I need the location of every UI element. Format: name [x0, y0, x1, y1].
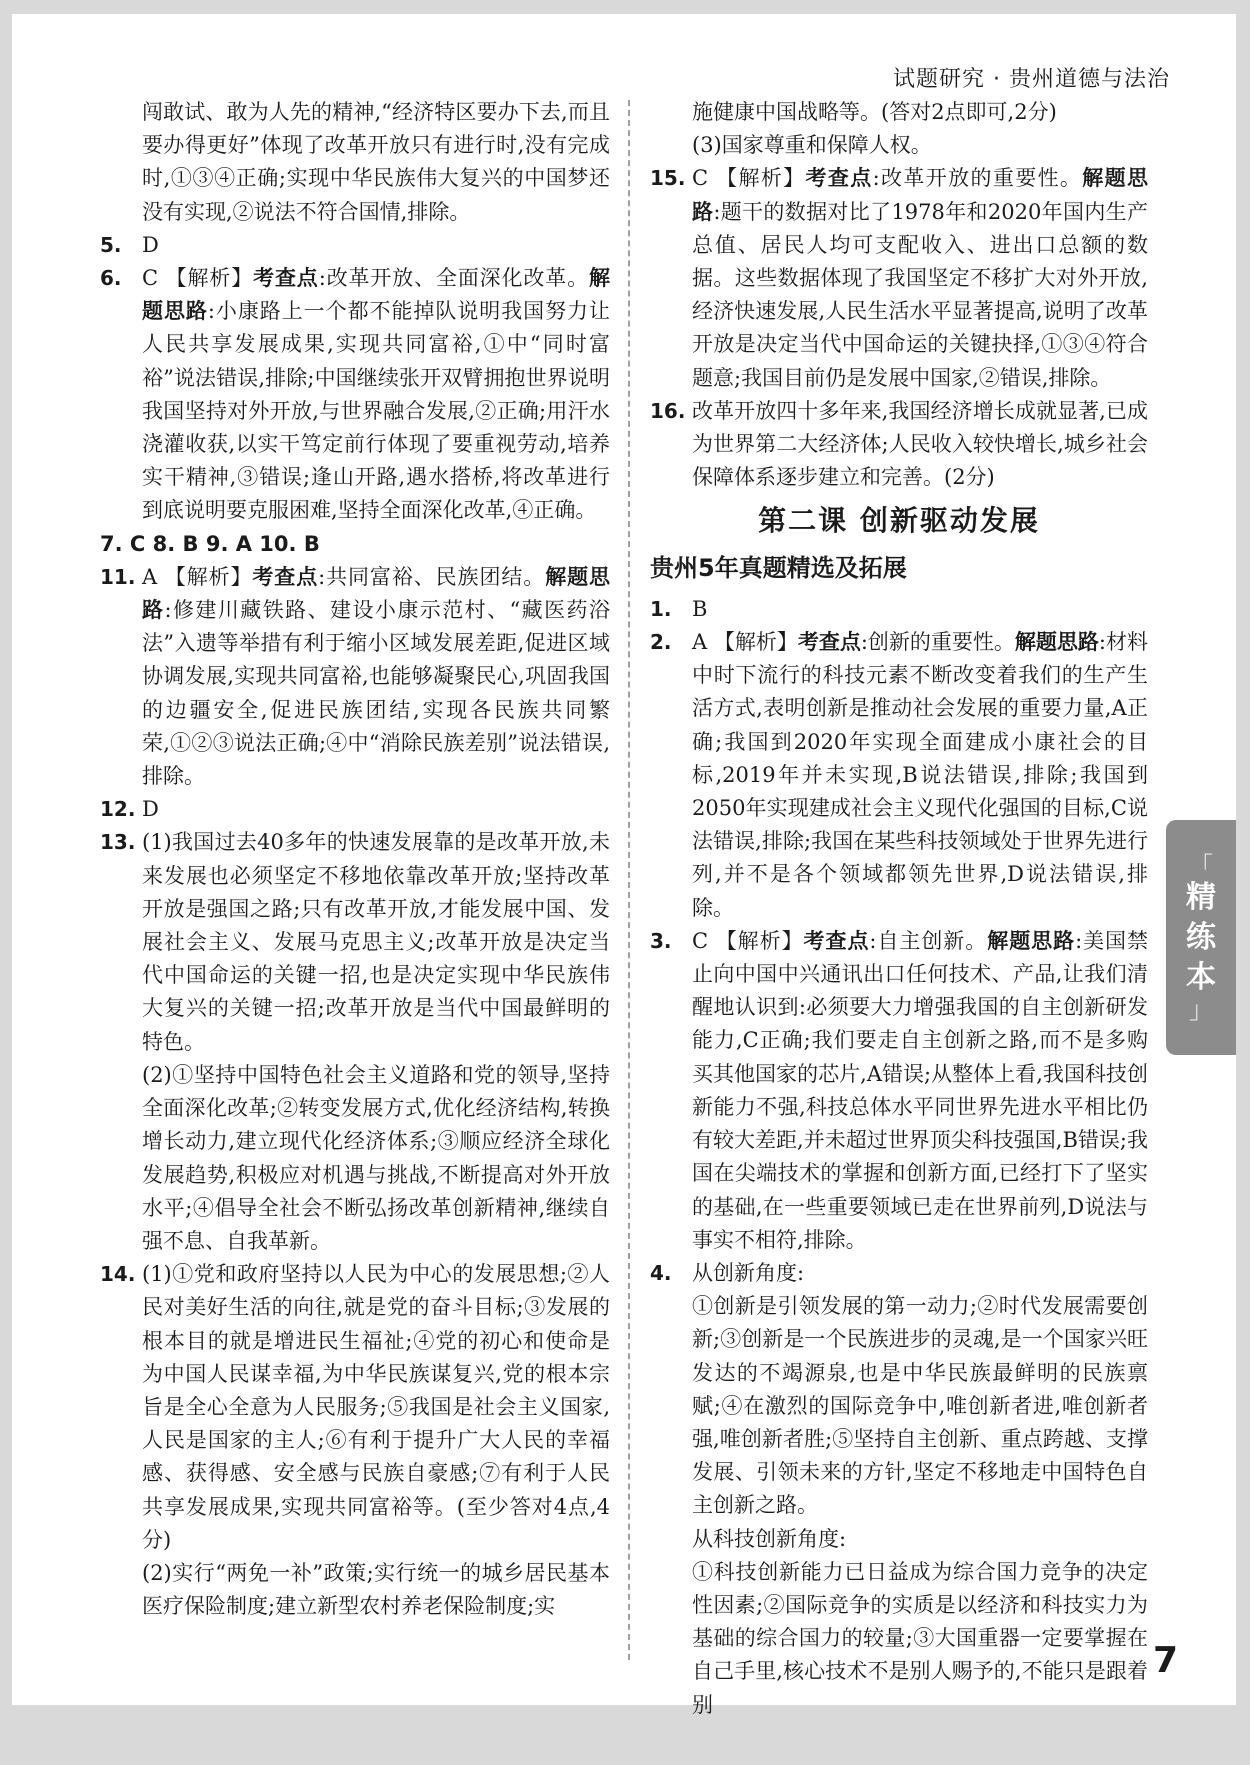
answer-number: 16.: [650, 398, 686, 423]
column-divider: [628, 100, 630, 1660]
side-tab: [1166, 820, 1236, 1055]
answer-13-part-2: (2)①坚持中国特色社会主义道路和党的领导,坚持全面深化改革;②转变发展方式,优化经济结构,转换增长动力,建立现代化经济体系;③顺应经济全球化发展趋势,积极应对机遇与挑战,不断提高对外开放水平;④倡导全社会不断弘扬改革创新精神,继续自强不息、自我革新。: [142, 1062, 610, 1253]
answer-r1: [650, 593, 1148, 626]
answer-text: D: [142, 232, 159, 257]
answer-text: 7. C 8. B 9. A 10. B: [100, 531, 320, 556]
answer-r4: [650, 1257, 1148, 1290]
answer-text: [692, 925, 1148, 1257]
answer-text: [142, 561, 610, 793]
answer-number: 6.: [100, 266, 122, 291]
answer-lead: A 【解析】: [142, 564, 253, 589]
answer-segment: :修建川藏铁路、建设小康示范村、“藏医药浴法”入遗等举措有利于缩小区域发展差距,促进区域协调发展,实现共同富裕,也能够凝聚民心,巩固我国的边疆安全,促进民族团结,实现各民族共同繁荣,①②③说法正确;④中“消除民族差别”说法错误,排除。: [142, 598, 610, 789]
answer-11: [100, 561, 610, 793]
answer-number: 1.: [650, 596, 672, 621]
answer-number: 2.: [650, 630, 672, 655]
section-title: 贵州5年真题精选及拓展: [650, 553, 907, 582]
keyword: 考查点: [252, 564, 319, 589]
answer-r4-innovation: ①创新是引领发展的第一动力;②时代发展需要创新;③创新是一个民族进步的灵魂,是一个国家兴旺发达的不竭源泉,也是中华民族最鲜明的民族禀赋;④在激烈的国际竞争中,唯创新者进,唯创新者强,唯创新者胜;⑤坚持自主创新、重点跨越、支撑发展、引领未来的方针,坚定不移地走中国特色自主创新之路。: [692, 1294, 1148, 1518]
answer-number: 3.: [650, 928, 672, 953]
answer-segment: :改革开放、全面深化改革。: [318, 266, 590, 291]
answer-text: [142, 262, 610, 528]
running-header: 试题研究 · 贵州道德与法治: [893, 67, 1170, 92]
lesson-title: 第二课 创新驱动发展: [758, 504, 1040, 538]
right-column: [650, 96, 1148, 1722]
answer-lead: C 【解析】: [692, 928, 804, 953]
keyword: 考查点: [253, 266, 319, 291]
answer-r2: [650, 626, 1148, 925]
keyword: 解题思路: [987, 928, 1076, 953]
answer-text: (1)我国过去40多年的快速发展靠的是改革开放,未来发展也必须坚定不移地依靠改革开放;坚持改革开放是强国之路;只有改革开放,才能发展中国、发展社会主义、发展马克思主义;改革开放是决定当代中国命运的关键一招,也是决定实现中华民族伟大复兴的关键一招;改革开放是当代中国最鲜明的特色。: [142, 830, 610, 1054]
answers-7-10: [100, 528, 610, 561]
answer-segment: :题干的数据对比了1978年和2020年国内生产总值、居民人均可支配收入、进出口总额的数据。这些数据体现了我国坚定不移扩大对外开放,经济快速发展,人民生活水平显著提高,说明了改革开放是决定当代中国命运的关键抉择,①③④符合题意;我国目前仍是发展中国家,②错误,排除。: [692, 199, 1149, 390]
answer-text: 改革开放四十多年来,我国经济增长成就显著,已成为世界第二大经济体;人民收入较快增长,城乡社会保障体系逐步建立和完善。(2分): [692, 398, 1148, 490]
keyword: 解题思路: [142, 266, 611, 324]
answer-segment: :自主创新。: [869, 928, 988, 953]
answer-lead: A 【解析】: [692, 630, 798, 655]
answer-14-part-2: (2)实行“两免一补”政策;实行统一的城乡居民基本医疗保险制度;建立新型农村养老保险制度;实: [142, 1560, 610, 1619]
answer-lead: C 【解析】: [142, 266, 254, 291]
answer-5: [100, 229, 610, 262]
answer-text: B: [692, 596, 708, 621]
left-column: [100, 96, 610, 1623]
tab-text: 本: [1186, 959, 1216, 995]
answer-text: [692, 162, 1148, 394]
answer-number: 11.: [100, 564, 136, 589]
answer-15: [650, 162, 1148, 394]
answer-segment: :材料中时下流行的科技元素不断改变着我们的生产生活方式,表明创新是推动社会发展的重要力量,A正确;我国到2020年实现全面建成小康社会的目标,2019年并未实现,B说法错误,排除;我国到2050年实现建成社会主义现代化强国的目标,C说法错误,排除;我国在某些科技领域处于世界先进行列,并不是各个领域都领先世界,D说法错误,排除。: [692, 630, 1148, 920]
answer-number: 12.: [100, 797, 136, 822]
keyword: 解题思路: [1014, 630, 1099, 655]
answer-14-part-3: (3)国家尊重和保障人权。: [692, 133, 932, 158]
answer-segment: :创新的重要性。: [860, 630, 1015, 655]
page-number: 7: [1152, 1640, 1178, 1681]
answer-number: 5.: [100, 232, 122, 257]
answer-6: [100, 262, 610, 528]
answer-lead: C 【解析】: [692, 166, 806, 191]
answer-12: [100, 793, 610, 826]
answer-14: [100, 1258, 610, 1557]
answer-text: 从创新角度:: [692, 1260, 805, 1285]
answer-number: 14.: [100, 1262, 136, 1287]
tab-text: 精: [1186, 879, 1216, 915]
keyword: 考查点: [803, 928, 870, 953]
keyword: 考查点: [805, 166, 873, 191]
answer-segment: :共同富裕、民族团结。: [318, 564, 546, 589]
answer-16: [650, 395, 1148, 495]
answer-text: (1)①党和政府坚持以人民为中心的发展思想;②人民对美好生活的向往,就是党的奋斗目标;③发展的根本目的就是增进民生福祉;④党的初心和使命是为中国人民谋幸福,为中华民族谋复兴,党的根本宗旨是全心全意为人民服务;⑤我国是社会主义国家,人民是国家的主人;⑥有利于提升广大人民的幸福感、获得感、安全感与民族自豪感;⑦有利于人民共享发展成果,实现共同富裕等。(至少答对4点,4分): [142, 1262, 610, 1552]
tab-bracket-top: 「: [1189, 851, 1213, 880]
keyword: 解题思路: [142, 564, 611, 623]
answer-14-continued: 施健康中国战略等。(答对2点即可,2分): [692, 100, 1057, 124]
answer-text: D: [142, 797, 159, 822]
answer-segment: :美国禁止向中国中兴通讯出口任何技术、产品,让我们清醒地认识到:必须要大力增强我国的自主创新研发能力,C正确;我们要走自主创新之路,而不是多购买其他国家的芯片,A错误;从整体上看,我国科技创新能力不强,科技总体水平同世界先进水平相比仍有较大差距,并未超过世界顶尖科技强国,B错误;我国在尖端技术的掌握和创新方面,已经打下了坚实的基础,在一些重要领域已走在世界前列,D说法与事实不相符,排除。: [692, 928, 1149, 1252]
answer-4-continued: 闯敢试、敢为人先的精神,“经济特区要办下去,而且要办得更好”体现了改革开放只有进行时,没有完成时,①③④正确;实现中华民族伟大复兴的中国梦还没有实现,②说法不符合国情,排除。: [142, 100, 610, 224]
answer-number: 15.: [650, 166, 686, 191]
answer-r4-tech-innovation: ①科技创新能力已日益成为综合国力竞争的决定性因素;②国际竞争的实质是以经济和科技实力为基础的综合国力的较量;③大国重器一定要掌握在自己手里,核心技术不是别人赐予的,不能只是跟着别: [692, 1559, 1148, 1717]
answer-r4-heading-2: 从科技创新角度:: [692, 1526, 847, 1551]
answer-segment: :小康路上一个都不能掉队说明我国努力让人民共享发展成果,实现共同富裕,①中“同时富裕”说法错误,排除;中国继续张开双臂拥抱世界说明我国坚持对外开放,与世界融合发展,②正确;用汗水浇灌收获,以实干笃定前行体现了要重视劳动,培养实干精神,③错误;逢山开路,遇水搭桥,将改革进行到底说明要克服困难,坚持全面深化改革,④正确。: [142, 299, 611, 523]
answer-number: 4.: [650, 1260, 672, 1285]
answer-number: 13.: [100, 830, 136, 855]
keyword: 考查点: [797, 630, 861, 655]
keyword: 解题思路: [692, 166, 1149, 224]
tab-text: 练: [1186, 919, 1216, 955]
answer-text: [692, 626, 1148, 925]
answer-13: [100, 826, 610, 1058]
tab-bracket-bottom: 」: [1189, 995, 1213, 1024]
answer-r3: [650, 925, 1148, 1257]
answer-segment: :改革开放的重要性。: [872, 166, 1083, 191]
